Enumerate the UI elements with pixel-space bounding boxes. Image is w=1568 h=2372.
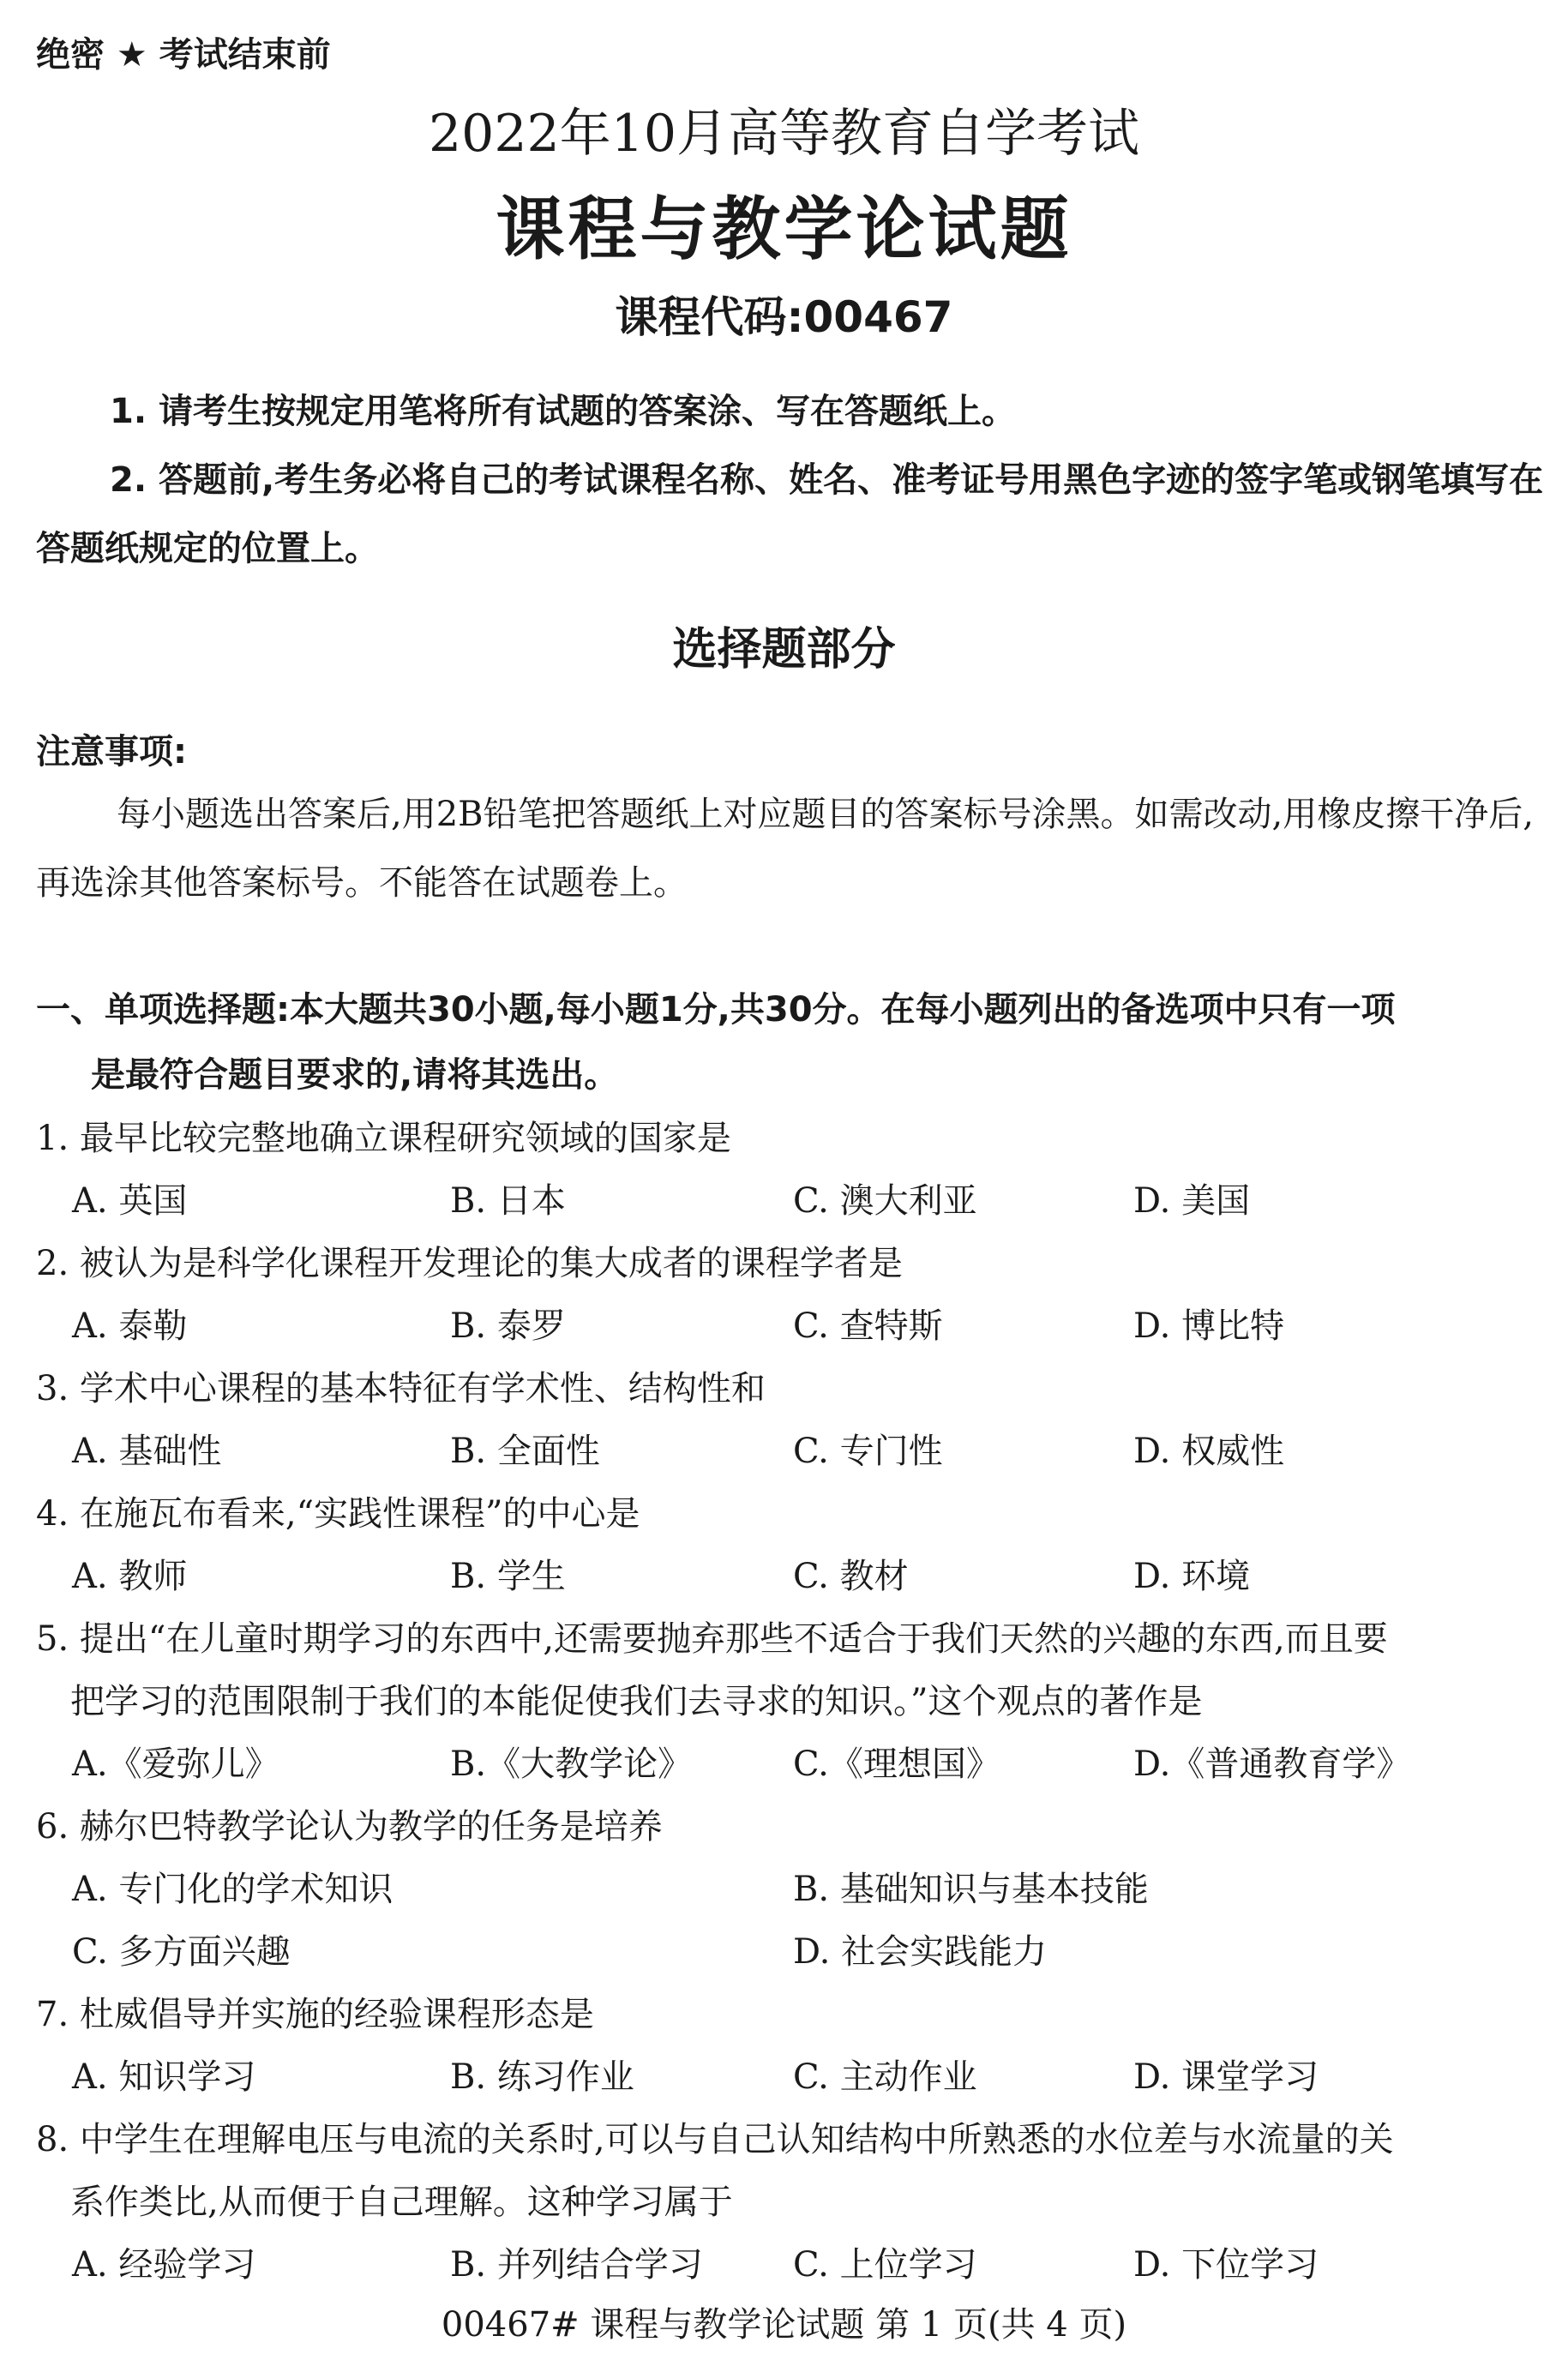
option: D. 下位学习	[1133, 2245, 1319, 2285]
question-stem: 6. 赫尔巴特教学论认为教学的任务是培养	[36, 1807, 663, 1847]
section-heading-line2: 是最符合题目要求的,请将其选出。	[91, 1055, 619, 1095]
option: D. 环境	[1133, 1557, 1251, 1596]
option: C. 澳大利亚	[793, 1181, 977, 1221]
question-stem: 8. 中学生在理解电压与电流的关系时,可以与自己认知结构中所熟悉的水位差与水流量的关	[36, 2120, 1394, 2159]
option: D. 社会实践能力	[793, 1932, 1048, 1972]
option: A. 经验学习	[72, 2245, 256, 2285]
option: A. 基础性	[72, 1432, 222, 1471]
subject-title: 课程与教学论试题	[496, 189, 1072, 269]
option: A.《爱弥儿》	[72, 1744, 279, 1784]
option: C. 多方面兴趣	[72, 1932, 291, 1972]
option-row	[36, 2234, 1553, 2297]
option: B. 日本	[450, 1181, 566, 1221]
page-footer: 00467# 课程与教学论试题 第 1 页(共 4 页)	[441, 2305, 1127, 2345]
option: D.《普通教育学》	[1133, 1744, 1411, 1784]
option: B. 基础知识与基本技能	[793, 1870, 1149, 1909]
option-row	[36, 1170, 1553, 1233]
option: B. 全面性	[450, 1432, 600, 1471]
option: A. 英国	[72, 1181, 188, 1221]
question-stem-continued	[36, 1671, 1553, 1733]
option-row	[36, 1921, 1553, 1984]
option: B. 练习作业	[450, 2057, 634, 2097]
option-row	[36, 1295, 1553, 1358]
option: D. 权威性	[1133, 1432, 1285, 1471]
question-stem: 3. 学术中心课程的基本特征有学术性、结构性和	[36, 1369, 766, 1408]
option: C. 教材	[793, 1557, 909, 1596]
question-stem-line2: 把学习的范围限制于我们的本能促使我们去寻求的知识。”这个观点的著作是	[70, 1682, 1203, 1721]
option: C. 专门性	[793, 1432, 943, 1471]
option: D. 课堂学习	[1133, 2057, 1319, 2097]
option: A. 教师	[72, 1557, 188, 1596]
question-stem: 7. 杜威倡导并实施的经验课程形态是	[36, 1995, 594, 2034]
secret-mark: 绝密 ★ 考试结束前	[36, 35, 331, 75]
part-title: 选择题部分	[672, 624, 896, 676]
option: C. 主动作业	[793, 2057, 977, 2097]
instructions	[36, 377, 1545, 583]
exam-title: 2022年10月高等教育自学考试	[428, 104, 1140, 164]
attention-text: 每小题选出答案后,用2B铅笔把答题纸上对应题目的答案标号涂黑。如需改动,用橡皮擦干净后,再选涂其他答案标号。不能答在试题卷上。	[36, 795, 1534, 903]
section-heading	[36, 977, 1553, 1108]
question-stem: 1. 最早比较完整地确立课程研究领域的国家是	[36, 1119, 731, 1158]
question-stem: 4. 在施瓦布看来,“实践性课程”的中心是	[36, 1494, 640, 1534]
instruction-item: 1. 请考生按规定用笔将所有试题的答案涂、写在答题纸上。	[110, 392, 1016, 431]
option-row	[36, 1546, 1553, 1608]
course-code: 课程代码:00467	[615, 292, 953, 342]
option: D. 美国	[1133, 1181, 1251, 1221]
option-row	[36, 1859, 1553, 1921]
section-heading-line1: 一、单项选择题:本大题共30小题,每小题1分,共30分。在每小题列出的备选项中只有一项	[36, 990, 1396, 1030]
option: B. 泰罗	[450, 1306, 566, 1346]
instruction-item: 2. 答题前,考生务必将自己的考试课程名称、姓名、准考证号用黑色字迹的签字笔或钢笔填写在答题纸规定的位置上。	[36, 460, 1544, 568]
option-row	[36, 2046, 1553, 2109]
option: A. 知识学习	[72, 2057, 256, 2097]
question-stem: 5. 提出“在儿童时期学习的东西中,还需要抛弃那些不适合于我们天然的兴趣的东西,而且要	[36, 1619, 1388, 1659]
attention-heading: 注意事项:	[36, 732, 187, 772]
option: B. 并列结合学习	[450, 2245, 703, 2285]
question-stem-continued	[36, 2171, 1553, 2234]
question-stem-line2: 系作类比,从而便于自己理解。这种学习属于	[70, 2183, 733, 2222]
option: C. 查特斯	[793, 1306, 943, 1346]
option: A. 专门化的学术知识	[72, 1870, 394, 1909]
option: D. 博比特	[1133, 1306, 1285, 1346]
option-row	[36, 1420, 1553, 1483]
question-list	[36, 1108, 1553, 2297]
option: B. 学生	[450, 1557, 566, 1596]
option: A. 泰勒	[72, 1306, 188, 1346]
option: C. 上位学习	[793, 2245, 977, 2285]
option: C.《理想国》	[793, 1744, 1000, 1784]
question-stem: 2. 被认为是科学化课程开发理论的集大成者的课程学者是	[36, 1244, 903, 1283]
option-row	[36, 1733, 1553, 1796]
option: B.《大教学论》	[450, 1744, 693, 1784]
